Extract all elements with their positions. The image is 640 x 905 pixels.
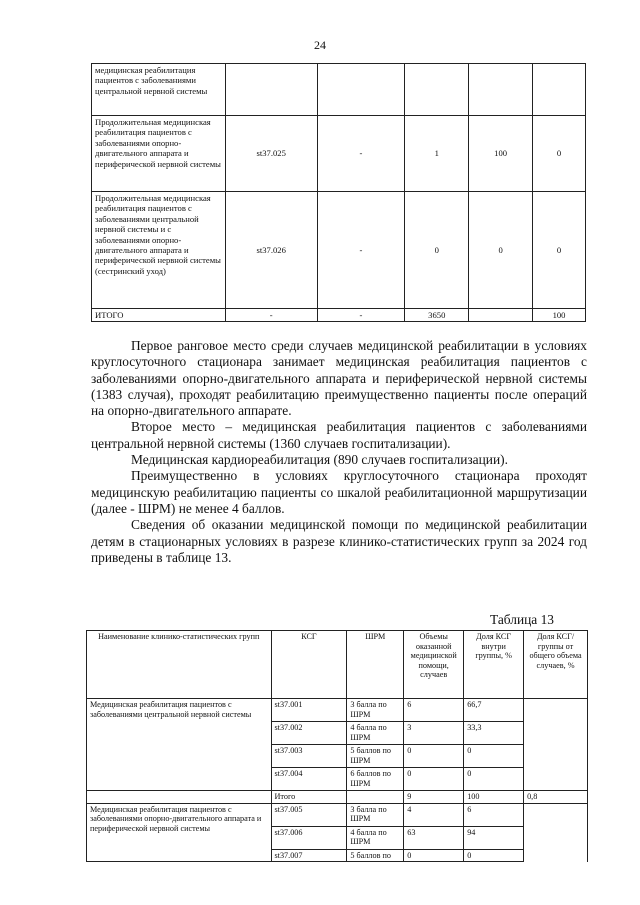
header-cell: ШРМ	[347, 631, 404, 699]
cell-shrm: 5 баллов по ШРМ	[347, 745, 404, 768]
cell-shrm: 3 балла по ШРМ	[347, 803, 404, 826]
cell-value: 1	[405, 116, 469, 192]
cell-value	[469, 64, 533, 116]
table-row	[92, 192, 586, 309]
table-caption: Таблица 13	[490, 612, 554, 627]
header-cell: Наименование клинико-статистических групп	[87, 631, 272, 699]
cell-overall: 0,8	[524, 791, 588, 804]
cell-shrm: 4 балла по ШРМ	[347, 826, 404, 849]
cell-name: медицинская реабилитация пациентов с заболеваниями центральной нервной системы	[92, 64, 226, 116]
cell-volume: 0	[404, 745, 464, 768]
cell-share: 0	[464, 768, 524, 791]
header-cell: Объемы оказанной медицинской помощи, случаев	[404, 631, 464, 699]
paragraph: Преимущественно в условиях круглосуточного стационара проходят медицинскую реабилитацию пациенты со шкалой реабилитационной маршрутизации (далее - ШРМ) не менее 4 баллов.	[91, 468, 587, 516]
cell-value: 0	[533, 192, 586, 309]
table-row	[87, 803, 588, 826]
group-name-cell: Медицинская реабилитация пациентов с заболеваниями опорно-двигательного аппарата и периферической нервной системы	[87, 803, 272, 862]
cell-value	[405, 64, 469, 116]
cell-overall-empty	[524, 699, 588, 791]
cell-name: Продолжительная медицинская реабилитация пациентов с заболеваниями центральной нервной системы и с заболеваниями опорно-двигательного аппарата и периферической нервной системы (сестринский уход)	[92, 192, 226, 309]
cell-value	[317, 64, 405, 116]
cell-ksg: st37.005	[271, 803, 347, 826]
paragraph: Сведения об оказании медицинской помощи по медицинской реабилитации детям в стационарных условиях в разрезе клинико-статистических групп за 2024 год приведены в таблице 13.	[91, 517, 587, 565]
table-row	[87, 699, 588, 722]
cell-volume: 4	[404, 803, 464, 826]
cell-volume: 0	[404, 849, 464, 862]
table-row	[92, 64, 586, 116]
cell-volume: 63	[404, 826, 464, 849]
cell-empty	[87, 791, 272, 804]
cell-name: Продолжительная медицинская реабилитация пациентов с заболеваниями опорно-двигательного аппарата и периферической нервной системы	[92, 116, 226, 192]
cell-ksg: st37.025	[225, 116, 317, 192]
cell-value	[533, 64, 586, 116]
cell-share: 6	[464, 803, 524, 826]
cell-ksg: st37.001	[271, 699, 347, 722]
cell-shrm: 6 баллов по ШРМ	[347, 768, 404, 791]
cell-value	[469, 309, 533, 322]
table-row-total	[87, 791, 588, 804]
cell-share: 0	[464, 849, 524, 862]
cell-value: -	[317, 192, 405, 309]
cell-ksg: st37.007	[271, 849, 347, 862]
cell-share: 100	[464, 791, 524, 804]
cell-ksg: st37.002	[271, 722, 347, 745]
cell-name: ИТОГО	[92, 309, 226, 322]
header-cell: КСГ	[271, 631, 347, 699]
cell-overall-empty	[524, 803, 588, 862]
cell-ksg: st37.026	[225, 192, 317, 309]
cell-value: -	[317, 116, 405, 192]
group-name-cell: Медицинская реабилитация пациентов с заболеваниями центральной нервной системы	[87, 699, 272, 791]
cell-value: 0	[533, 116, 586, 192]
cell-total-label: Итого	[271, 791, 347, 804]
cell-volume: 9	[404, 791, 464, 804]
cell-shrm: 5 баллов по	[347, 849, 404, 862]
cell-value: 0	[469, 192, 533, 309]
cell-shrm: 4 балла по ШРМ	[347, 722, 404, 745]
cell-value: 100	[469, 116, 533, 192]
cell-ksg: st37.006	[271, 826, 347, 849]
header-cell: Доля КСГ/группы от общего объема случаев, %	[524, 631, 588, 699]
cell-share: 94	[464, 826, 524, 849]
table-header-row	[87, 631, 588, 699]
paragraph: Второе место – медицинская реабилитация пациентов с заболеваниями центральной нервной системы (1360 случаев госпитализации).	[91, 419, 587, 451]
table-row-total	[92, 309, 586, 322]
cell-value: -	[317, 309, 405, 322]
cell-ksg: st37.004	[271, 768, 347, 791]
cell-volume: 0	[404, 768, 464, 791]
cell-value: 3650	[405, 309, 469, 322]
cell-value: 100	[533, 309, 586, 322]
header-cell: Доля КСГ внутри группы, %	[464, 631, 524, 699]
cell-empty	[347, 791, 404, 804]
rehab-table-continuation	[91, 63, 586, 322]
cell-value: 0	[405, 192, 469, 309]
cell-share: 33,3	[464, 722, 524, 745]
cell-volume: 6	[404, 699, 464, 722]
body-text	[91, 338, 587, 566]
cell-ksg: -	[225, 309, 317, 322]
cell-shrm: 3 балла по ШРМ	[347, 699, 404, 722]
paragraph: Первое ранговое место среди случаев медицинской реабилитации в условиях круглосуточного стационара занимает медицинская реабилитация пациентов с заболеваниями опорно-двигательного аппарата и периферической нервной системы (1383 случая), проходят реабилитацию преимущественно пациенты после операций на опорно-двигательного аппарате.	[91, 338, 587, 419]
table-row	[92, 116, 586, 192]
cell-ksg: st37.003	[271, 745, 347, 768]
cell-share: 0	[464, 745, 524, 768]
cell-ksg	[225, 64, 317, 116]
table-13	[86, 630, 588, 862]
cell-volume: 3	[404, 722, 464, 745]
page-number: 24	[314, 38, 326, 52]
paragraph: Медицинская кардиореабилитация (890 случаев госпитализации).	[131, 452, 508, 468]
cell-share: 66,7	[464, 699, 524, 722]
